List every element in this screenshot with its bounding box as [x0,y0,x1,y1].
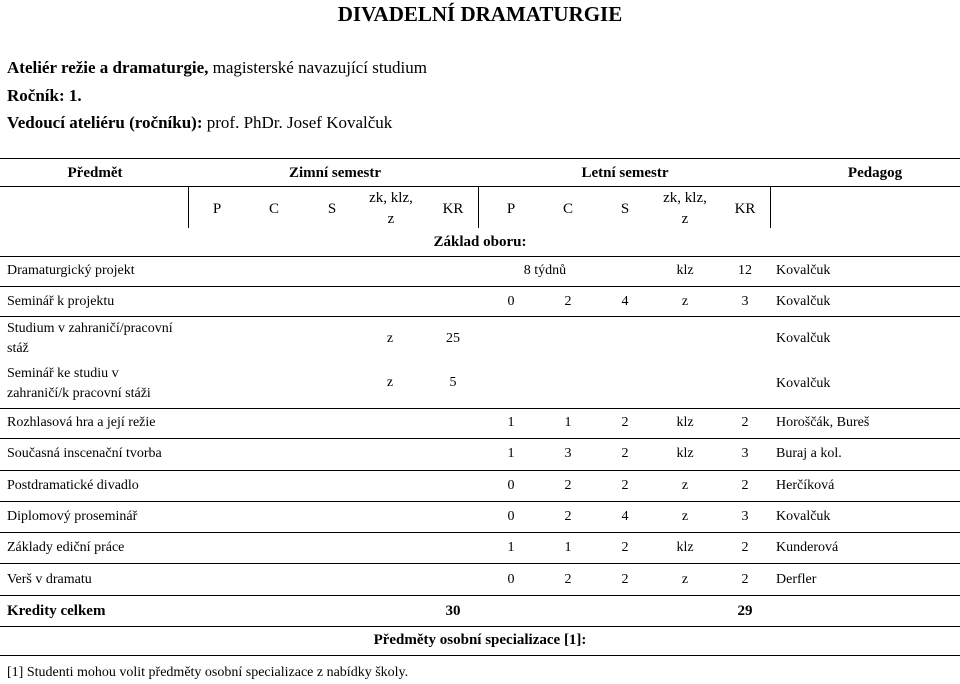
row-subject: Seminář k projektu [7,294,115,309]
col-divider [188,186,189,228]
summer-p-header: P [506,201,516,217]
row-summer-kr: 2 [741,478,749,493]
winter-kr-header: KR [442,201,464,217]
header-teacher: Pedagog [847,165,903,181]
row-teacher: Kovalčuk [776,263,831,278]
row-winter-zk: z [386,375,394,390]
row-summer-kr: 2 [741,415,749,430]
totals-winter: 30 [445,603,461,619]
row-teacher: Kovalčuk [776,294,831,309]
row-summer-p: 1 [507,415,515,430]
row-summer-zk: z [681,478,689,493]
row-summer-zk: klz [676,415,694,430]
row-summer-c: 1 [564,415,572,430]
year-label: Ročník: [7,86,65,105]
row-subject: Postdramatické divadlo [7,478,139,493]
head-value: prof. PhDr. Josef Kovalčuk [202,113,393,132]
row-subject-line1: Studium v zahraničí/pracovní [7,321,173,336]
row-subject-line1: Seminář ke studiu v [7,366,119,381]
col-divider [478,186,479,228]
row-summer-p: 8 týdnů [523,263,567,278]
row-summer-p: 0 [507,478,515,493]
row-rule [0,286,960,287]
row-summer-zk: klz [676,540,694,555]
row-teacher: Kovalčuk [776,376,831,391]
header-subject: Předmět [67,165,123,181]
footnote: [1] Studenti mohou volit předměty osobní specializace z nabídky školy. [7,665,409,680]
row-winter-zk: z [386,331,394,346]
row-summer-p: 0 [507,294,515,309]
row-subject: Verš v dramatu [7,572,92,587]
program-line [7,58,427,78]
section-basic: Základ oboru: [433,234,527,250]
year-value: 1. [64,86,82,105]
summer-c-header: C [562,201,573,217]
row-summer-kr: 2 [741,572,749,587]
row-teacher: Herčíková [776,478,835,493]
row-subject: Rozhlasová hra a její režie [7,415,156,430]
row-summer-kr: 3 [741,446,749,461]
row-summer-zk: klz [676,446,694,461]
row-summer-kr: 3 [741,509,749,524]
summer-s-header: S [620,201,630,217]
row-summer-s: 2 [621,415,629,430]
basic-rule [0,256,960,257]
row-summer-s: 2 [621,540,629,555]
header-winter: Zimní semestr [288,165,382,181]
head-label: Vedoucí ateliéru (ročníku): [7,113,203,132]
header-summer: Letní semestr [581,165,669,181]
row-subject: Současná inscenační tvorba [7,446,162,461]
section-special: Předměty osobní specializace [1]: [373,632,587,648]
row-summer-p: 1 [507,446,515,461]
row-teacher: Kovalčuk [776,331,831,346]
row-summer-zk: z [681,572,689,587]
row-rule [0,626,960,627]
row-summer-zk: z [681,509,689,524]
row-summer-s: 2 [621,446,629,461]
table-top-rule [0,158,960,159]
row-summer-kr: 2 [741,540,749,555]
row-subject-line2: zahraničí/k pracovní stáži [7,386,151,401]
winter-c-header: C [268,201,279,217]
row-rule [0,563,960,564]
header-rule [0,186,960,187]
row-summer-zk: z [681,294,689,309]
row-summer-s: 4 [621,509,629,524]
year-line [7,86,82,106]
row-summer-c: 2 [564,572,572,587]
totals-label: Kredity celkem [7,603,106,619]
summer-zk-header: zk, klz, [663,190,707,206]
row-rule [0,316,960,317]
row-teacher: Derfler [776,572,817,587]
page-title: DIVADELNÍ DRAMATURGIE [337,2,623,26]
row-summer-c: 1 [564,540,572,555]
row-summer-zk: klz [676,263,694,278]
summer-kr-header: KR [734,201,756,217]
row-summer-s: 4 [621,294,629,309]
row-summer-p: 0 [507,509,515,524]
row-summer-kr: 12 [738,263,752,278]
row-subject-line2: stáž [7,341,29,356]
row-teacher: Kunderová [776,540,839,555]
winter-zk-header-2: z [387,211,395,227]
row-summer-kr: 3 [741,294,749,309]
row-subject: Základy ediční práce [7,540,125,555]
row-summer-c: 2 [564,294,572,309]
program-value: magisterské navazující studium [208,58,427,77]
row-teacher: Buraj a kol. [776,446,842,461]
row-rule [0,408,960,409]
row-rule [0,501,960,502]
winter-zk-header: zk, klz, [369,190,413,206]
row-subject: Dramaturgický projekt [7,263,135,278]
row-summer-s: 2 [621,478,629,493]
row-subject: Diplomový proseminář [7,509,138,524]
row-summer-c: 2 [564,509,572,524]
row-rule [0,470,960,471]
row-rule [0,655,960,656]
row-summer-c: 3 [564,446,572,461]
row-teacher: Horoščák, Bureš [776,415,870,430]
row-rule [0,595,960,596]
row-summer-s: 2 [621,572,629,587]
winter-s-header: S [327,201,337,217]
summer-zk-header-2: z [681,211,689,227]
head-line [7,113,392,133]
col-divider [770,186,771,228]
row-summer-p: 0 [507,572,515,587]
row-summer-c: 2 [564,478,572,493]
row-rule [0,438,960,439]
totals-summer: 29 [737,603,753,619]
row-winter-kr: 5 [449,375,457,390]
row-teacher: Kovalčuk [776,509,831,524]
row-winter-kr: 25 [446,331,460,346]
row-summer-p: 1 [507,540,515,555]
program-label: Ateliér režie a dramaturgie, [7,58,209,77]
row-rule [0,532,960,533]
winter-p-header: P [212,201,222,217]
